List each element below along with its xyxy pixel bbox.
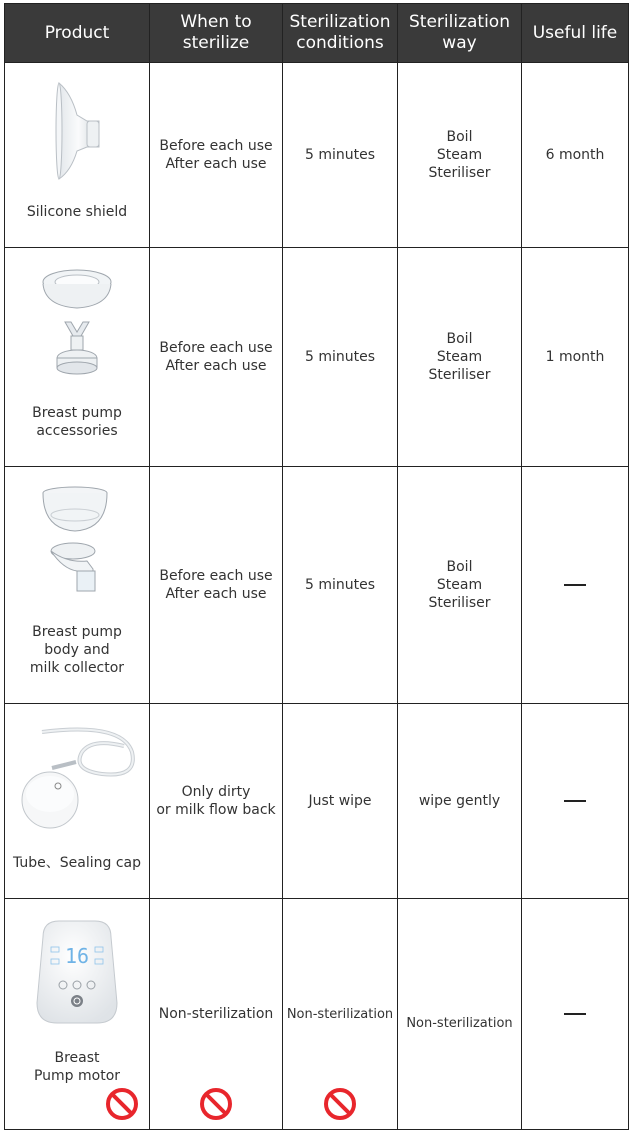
product-cell: [5, 467, 150, 704]
way-cell: [398, 899, 522, 1130]
table-row: [5, 467, 629, 704]
header-row: [5, 4, 629, 63]
header-way: Sterilization way: [398, 4, 522, 63]
conditions-text: Non-sterilization: [286, 1006, 394, 1022]
product-label: Tube、Sealing cap: [12, 855, 142, 871]
dash-mark: [564, 800, 586, 802]
conditions-cell: 5 minutes: [283, 467, 398, 704]
prohibited-icon: [105, 1087, 139, 1121]
way-cell: Boil Steam Steriliser: [398, 63, 522, 248]
header-product: Product: [5, 4, 150, 63]
way-text: Non-sterilization: [406, 1015, 513, 1031]
life-cell: 6 month: [522, 63, 629, 248]
when-cell: Before each use After each use: [150, 63, 283, 248]
when-cell: Before each use After each use: [150, 467, 283, 704]
when-cell: Only dirty or milk flow back: [150, 704, 283, 899]
life-cell: 1 month: [522, 248, 629, 467]
product-cell: [5, 704, 150, 899]
conditions-cell: 5 minutes: [283, 63, 398, 248]
table-row: [5, 63, 629, 248]
product-label: Breast pump body and milk collector: [29, 624, 125, 676]
conditions-cell: Just wipe: [283, 704, 398, 899]
dash-mark: [564, 584, 586, 586]
life-cell: [522, 467, 629, 704]
product-cell: [5, 899, 150, 1130]
table-row: [5, 248, 629, 467]
when-cell: [150, 899, 283, 1130]
product-cell: [5, 248, 150, 467]
product-label: Silicone shield: [26, 204, 128, 220]
table-row: [5, 704, 629, 899]
sterilization-table: [4, 3, 629, 1130]
when-text: Non-sterilization: [158, 1006, 274, 1022]
header-when: When to sterilize: [150, 4, 283, 63]
prohibited-icon: [323, 1087, 357, 1121]
pump-accessories-image: [37, 266, 117, 382]
motor-display-digits: 16: [64, 944, 90, 968]
prohibited-icon: [199, 1087, 233, 1121]
silicone-shield-image: [47, 81, 107, 181]
dash-mark: [564, 1013, 586, 1015]
way-cell: Boil Steam Steriliser: [398, 248, 522, 467]
conditions-cell: 5 minutes: [283, 248, 398, 467]
product-cell: [5, 63, 150, 248]
product-label: Breast pump accessories: [32, 405, 122, 439]
when-cell: Before each use After each use: [150, 248, 283, 467]
life-cell: [522, 704, 629, 899]
conditions-cell: [283, 899, 398, 1130]
product-label: Breast Pump motor: [33, 1050, 121, 1084]
tube-sealing-cap-image: [12, 722, 142, 832]
pump-motor-image: [29, 917, 125, 1027]
header-life: Useful life: [522, 4, 629, 63]
way-cell: wipe gently: [398, 704, 522, 899]
pump-body-collector-image: [37, 485, 117, 601]
way-cell: Boil Steam Steriliser: [398, 467, 522, 704]
header-conditions: Sterilization conditions: [283, 4, 398, 63]
table-row: [5, 899, 629, 1130]
life-cell: [522, 899, 629, 1130]
